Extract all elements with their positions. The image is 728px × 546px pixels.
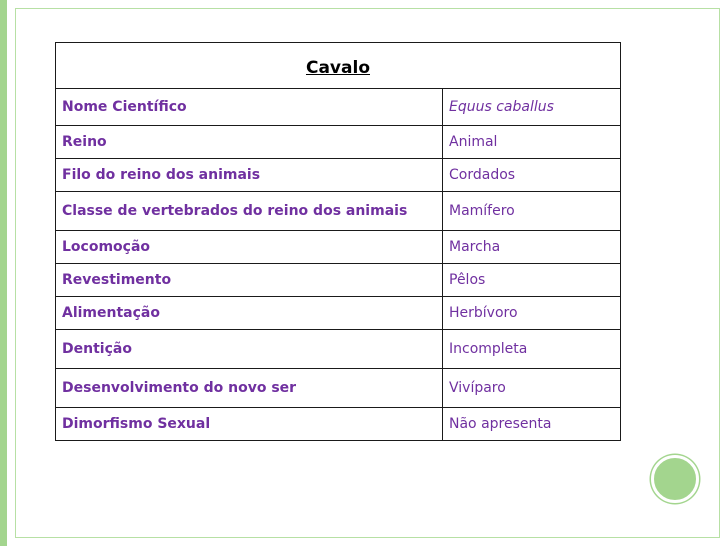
row-label: Alimentação <box>56 297 443 330</box>
row-value: Herbívoro <box>443 297 621 330</box>
row-label: Desenvolvimento do novo ser <box>56 369 443 408</box>
table-row <box>56 159 621 192</box>
table-title: Cavalo <box>56 43 621 89</box>
row-value: Equus caballus <box>443 89 621 126</box>
row-value: Cordados <box>443 159 621 192</box>
row-label: Nome Científico <box>56 89 443 126</box>
table-row <box>56 89 621 126</box>
row-value: Mamífero <box>443 192 621 231</box>
row-label: Locomoção <box>56 231 443 264</box>
table-row <box>56 264 621 297</box>
horse-info-table <box>55 42 621 441</box>
table-row <box>56 297 621 330</box>
table-row <box>56 330 621 369</box>
table-row <box>56 126 621 159</box>
table-row <box>56 192 621 231</box>
row-label: Classe de vertebrados do reino dos animais <box>56 192 443 231</box>
table-row <box>56 408 621 441</box>
row-label: Revestimento <box>56 264 443 297</box>
row-value: Pêlos <box>443 264 621 297</box>
row-label: Reino <box>56 126 443 159</box>
row-label: Filo do reino dos animais <box>56 159 443 192</box>
row-label: Dimorfismo Sexual <box>56 408 443 441</box>
row-value: Marcha <box>443 231 621 264</box>
row-value: Vivíparo <box>443 369 621 408</box>
table-row <box>56 231 621 264</box>
decorative-circle-icon <box>651 455 699 503</box>
row-label: Dentição <box>56 330 443 369</box>
table-row <box>56 369 621 408</box>
row-value: Animal <box>443 126 621 159</box>
row-value: Não apresenta <box>443 408 621 441</box>
row-value: Incompleta <box>443 330 621 369</box>
